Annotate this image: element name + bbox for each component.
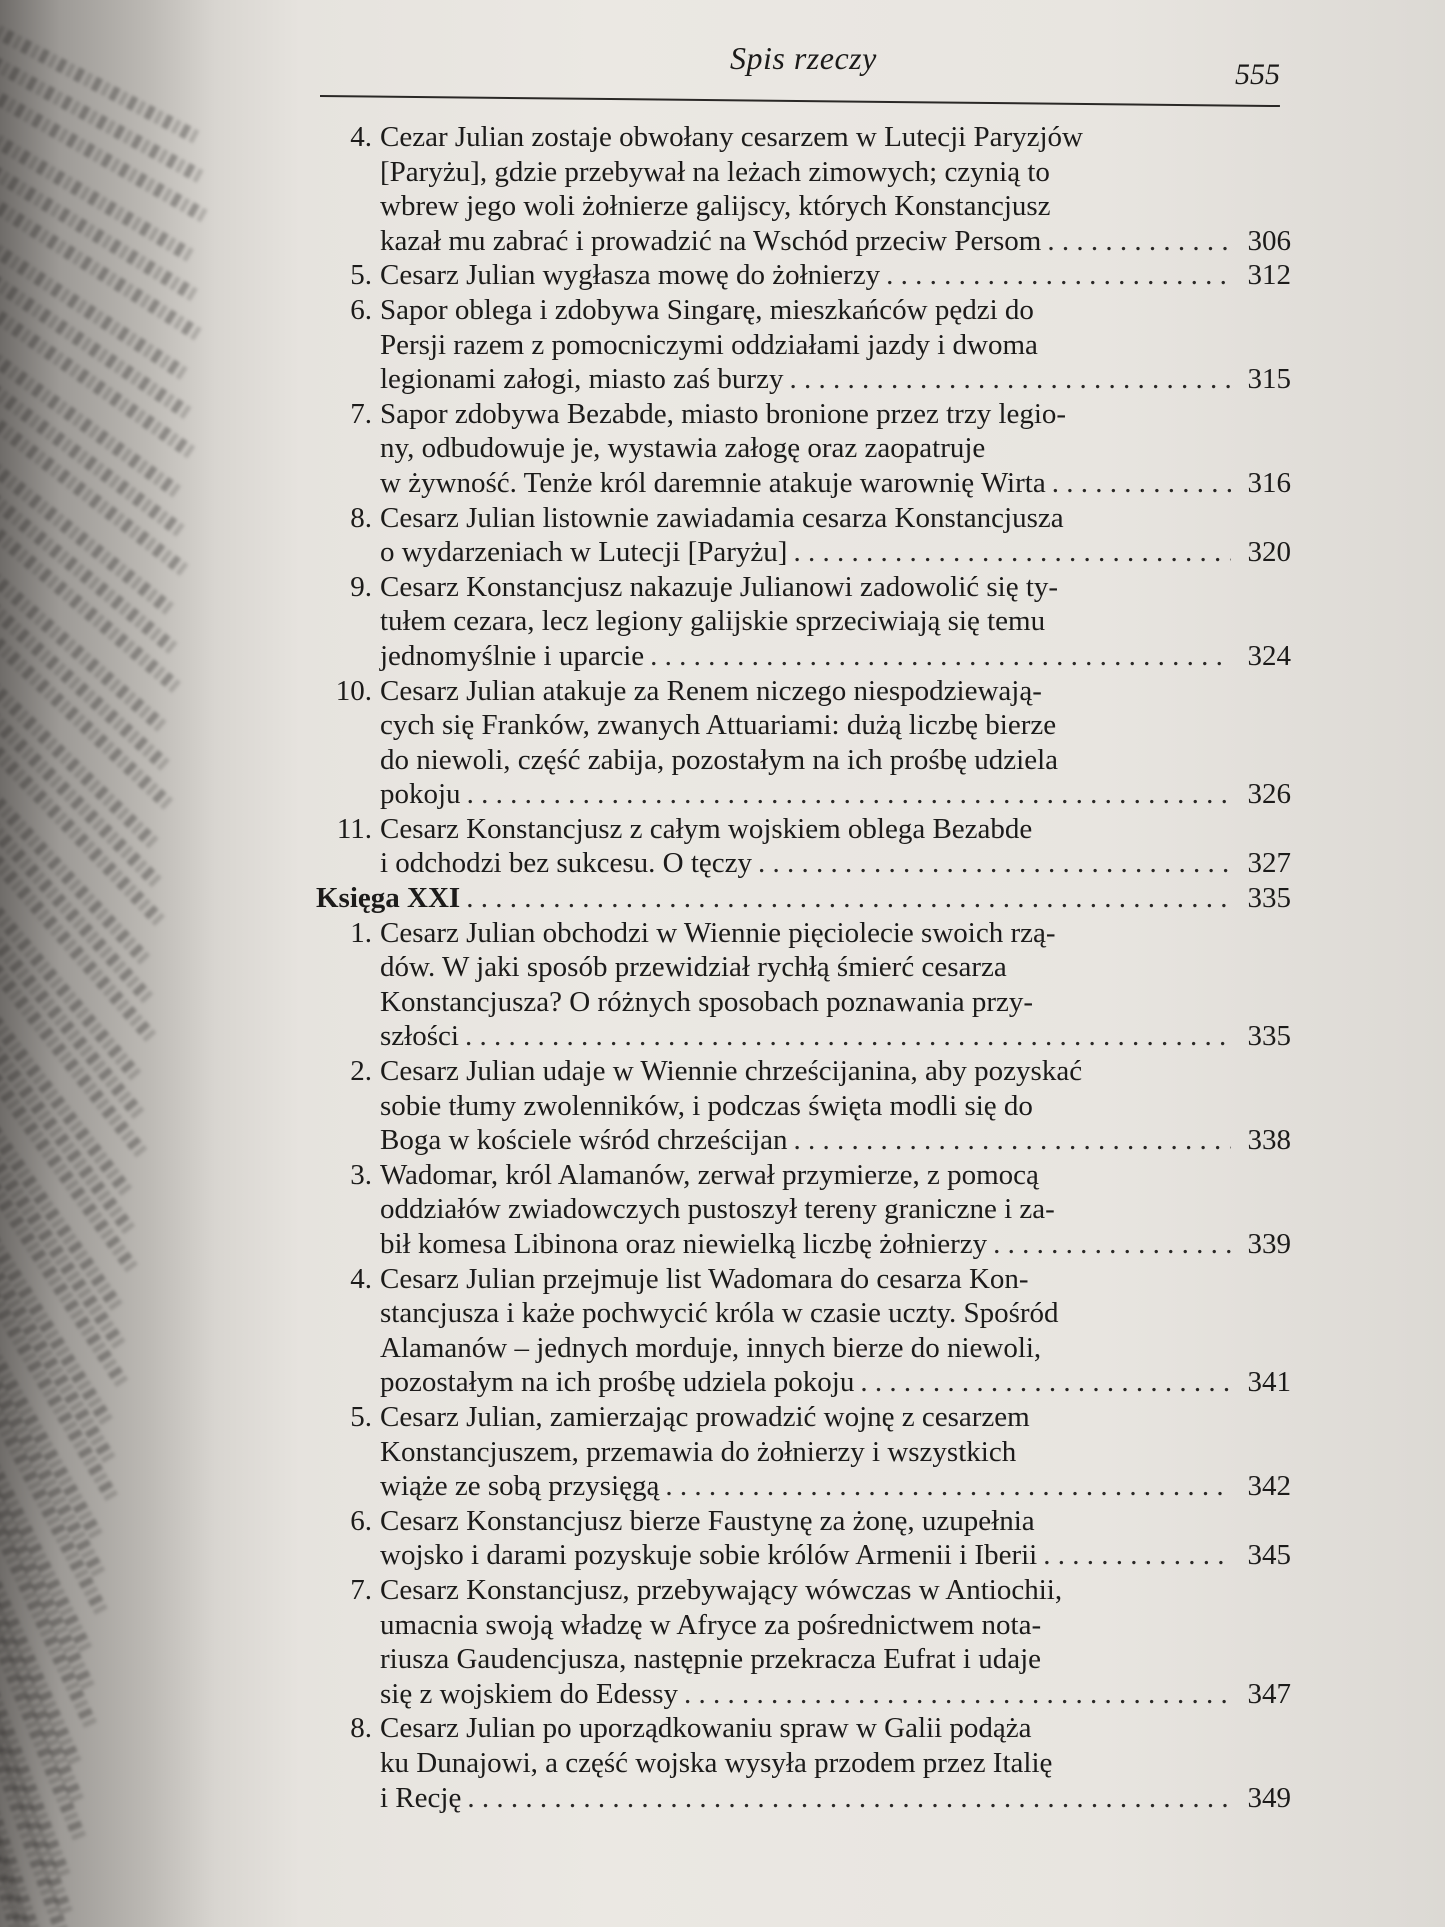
entry-first-line — [316, 812, 1291, 847]
entry-number: 7. — [350, 397, 372, 430]
entry-page-number: 338 — [1247, 1124, 1291, 1157]
entry-text: riusza Gaudencjusza, następnie przekracza Eufrat i udaje — [380, 1643, 1042, 1676]
entry-text: sobie tłumy zwolenników, i podczas święta modli się do — [380, 1089, 1033, 1122]
entry-text: się z wojskiem do Edessy — [380, 1677, 679, 1710]
dot-leader — [465, 1019, 1231, 1054]
entry-number: 6. — [350, 1504, 372, 1537]
entry-first-line — [316, 916, 1291, 951]
toc-entry — [316, 570, 1291, 674]
entry-number: 5. — [350, 259, 372, 292]
entry-text: legionami załogi, miasto zaś burzy — [380, 363, 784, 396]
entry-text: Cesarz Julian przejmuje list Wadomara do cesarza Kon- — [380, 1262, 1029, 1295]
entry-last-line — [316, 1123, 1291, 1158]
running-title: Spis rzeczy — [730, 40, 877, 76]
dot-leader — [466, 881, 1231, 916]
entry-text: Sapor oblega i zdobywa Singarę, mieszkańców pędzi do — [380, 293, 1034, 326]
entry-last-line — [316, 466, 1291, 501]
entry-text: do niewoli, część zabija, pozostałym na ich prośbę udziela — [380, 743, 1059, 776]
entry-text: i Recję — [380, 1781, 462, 1814]
dot-leader — [467, 1781, 1231, 1816]
entry-text: Cesarz Konstancjusz, przebywający wówczas w Antiochii, — [380, 1573, 1063, 1606]
entry-continuation-line — [316, 1192, 1291, 1227]
entry-text: Cesarz Konstancjusz z całym wojskiem oblega Bezabde — [380, 812, 1033, 845]
entry-continuation-line — [316, 1296, 1291, 1331]
entry-text: Cezar Julian zostaje obwołany cesarzem w Lutecji Paryzjów — [380, 121, 1083, 153]
entry-last-line — [316, 1538, 1291, 1573]
entry-number: 8. — [350, 1712, 372, 1745]
entry-text: Cesarz Konstancjusz nakazuje Julianowi zadowolić się ty- — [380, 570, 1059, 603]
toc-entry — [316, 1400, 1291, 1504]
entry-text: Cesarz Julian obchodzi w Wiennie pięciolecie swoich rzą- — [380, 916, 1056, 949]
entry-continuation-line — [316, 708, 1291, 743]
entry-last-line — [316, 1469, 1291, 1504]
entry-last-line — [316, 639, 1291, 674]
entry-number: 3. — [350, 1158, 372, 1191]
entry-text: Alamanów – jednych morduje, innych bierze do niewoli, — [380, 1331, 1042, 1364]
entry-text: Cesarz Julian, zamierzając prowadzić wojnę z cesarzem — [380, 1400, 1030, 1433]
entry-text: ku Dunajowi, a część wojska wysyła przodem przez Italię — [380, 1746, 1053, 1779]
entry-continuation-line — [316, 431, 1291, 466]
toc-entry — [316, 1262, 1291, 1400]
entry-text: Cesarz Julian wygłasza mowę do żołnierzy — [380, 259, 881, 292]
toc-entry — [316, 258, 1291, 293]
entry-last-line — [316, 777, 1291, 812]
entry-last-line — [316, 1781, 1291, 1816]
dot-leader — [467, 777, 1231, 812]
entry-continuation-line — [316, 1331, 1291, 1366]
entry-text: jednomyślnie i uparcie — [380, 639, 645, 672]
entry-continuation-line — [316, 950, 1291, 985]
entry-first-line — [316, 1400, 1291, 1435]
entry-first-line — [316, 293, 1291, 328]
entry-number: 4. — [350, 121, 372, 153]
entry-page-number: 341 — [1247, 1366, 1291, 1399]
entry-number: 11. — [336, 812, 372, 845]
entry-continuation-line — [316, 328, 1291, 363]
entry-page-number: 339 — [1247, 1228, 1291, 1260]
entry-page-number: 342 — [1247, 1470, 1291, 1503]
entry-text: Sapor zdobywa Bezabde, miasto bronione przez trzy legio- — [380, 397, 1067, 430]
entry-page-number: 320 — [1247, 536, 1291, 569]
entry-text: bił komesa Libinona oraz niewielką liczbę żołnierzy — [380, 1228, 988, 1260]
entry-first-line — [316, 674, 1291, 709]
entry-text: Cesarz Julian udaje w Wiennie chrześcijanina, aby pozyskać — [380, 1055, 1083, 1088]
entry-text: Cesarz Julian po uporządkowaniu spraw w Galii podąża — [380, 1712, 1032, 1745]
entry-last-line — [316, 362, 1291, 397]
toc-entry — [316, 1054, 1291, 1158]
entry-text: dów. W jaki sposób przewidział rychłą śmierć cesarza — [380, 951, 1007, 984]
entry-number: 6. — [350, 293, 372, 326]
entry-page-number: 335 — [1247, 1020, 1291, 1053]
entry-text: [Paryżu], gdzie przebywał na leżach zimowych; czynią to — [380, 155, 1050, 188]
entry-first-line — [316, 120, 1291, 155]
entry-text: Wadomar, król Alamanów, zerwał przymierze, z pomocą — [380, 1158, 1039, 1191]
entry-first-line — [316, 1504, 1291, 1539]
toc-entry — [316, 674, 1291, 812]
entry-number: 1. — [350, 916, 372, 949]
entry-text: stancjusza i każe pochwycić króla w czasie uczty. Spośród — [380, 1297, 1059, 1330]
entry-page-number: 312 — [1247, 259, 1291, 292]
entry-first-line — [316, 397, 1291, 432]
entry-text: Konstancjusza? O różnych sposobach poznawania przy- — [380, 985, 1034, 1018]
entry-continuation-line — [316, 1435, 1291, 1470]
entry-page-number: 327 — [1247, 847, 1291, 880]
dot-leader — [793, 1123, 1231, 1158]
dot-leader — [886, 258, 1231, 293]
entry-text: tułem cezara, lecz legiony galijskie sprzeciwiają się temu — [380, 605, 1046, 638]
entry-number: 5. — [350, 1400, 372, 1433]
dot-leader — [650, 639, 1231, 674]
entry-text: wiąże ze sobą przysięgą — [380, 1470, 660, 1503]
entry-text: o wydarzeniach w Lutecji [Paryżu] — [380, 536, 788, 569]
entry-last-line — [316, 258, 1291, 293]
entry-text: Cesarz Konstancjusz bierze Faustynę za żonę, uzupełnia — [380, 1504, 1035, 1537]
entry-page-number: 306 — [1247, 224, 1291, 257]
entry-first-line — [316, 570, 1291, 605]
entry-continuation-line — [316, 1746, 1291, 1781]
entry-page-number: 324 — [1247, 639, 1291, 672]
toc-entry — [316, 397, 1291, 501]
entry-continuation-line — [316, 155, 1291, 190]
page-number: 555 — [1235, 58, 1280, 91]
dot-leader — [993, 1227, 1231, 1262]
entry-continuation-line — [316, 1608, 1291, 1643]
entry-last-line — [316, 1677, 1291, 1712]
entry-text: pokoju — [380, 778, 461, 811]
entry-continuation-line — [316, 1089, 1291, 1124]
entry-text: oddziałów zwiadowczych pustoszył tereny graniczne i za- — [380, 1193, 1055, 1226]
entry-page-number: 349 — [1247, 1781, 1291, 1814]
entry-last-line — [316, 846, 1291, 881]
toc-entry — [316, 501, 1291, 570]
entry-number: 10. — [335, 674, 372, 707]
entry-continuation-line — [316, 1642, 1291, 1677]
entry-number: 8. — [350, 501, 372, 534]
toc-entry — [316, 293, 1291, 397]
entry-number: 7. — [350, 1573, 372, 1606]
toc-entry — [316, 1504, 1291, 1573]
entry-page-number: 315 — [1247, 363, 1291, 396]
entry-continuation-line — [316, 189, 1291, 224]
table-of-contents — [316, 120, 1291, 1815]
toc-entry — [316, 1158, 1291, 1262]
dot-leader — [1052, 466, 1231, 501]
entry-text: w żywność. Tenże król daremnie atakuje warownię Wirta — [380, 466, 1046, 499]
dot-leader — [1043, 1538, 1231, 1573]
entry-first-line — [316, 1158, 1291, 1193]
entry-text: cych się Franków, zwanych Attuariami: dużą liczbę bierze — [380, 709, 1057, 742]
entry-text: wbrew jego woli żołnierze galijscy, których Konstancjusz — [380, 190, 1051, 223]
entry-first-line — [316, 501, 1291, 536]
entry-number: 4. — [350, 1262, 372, 1295]
entry-last-line — [316, 1227, 1291, 1262]
dot-leader — [665, 1469, 1231, 1504]
entry-text: umacnia swoją władzę w Afryce za pośrednictwem nota- — [380, 1608, 1042, 1641]
entry-last-line — [316, 224, 1291, 259]
dot-leader — [758, 846, 1231, 881]
entry-text: Cesarz Julian listownie zawiadamia cesarza Konstancjusza — [380, 501, 1064, 534]
entry-number: 9. — [350, 570, 372, 603]
entry-text: ny, odbudowuje je, wystawia załogę oraz zaopatruje — [380, 432, 986, 465]
entry-text: Persji razem z pomocniczymi oddziałami jazdy i dwoma — [380, 328, 1038, 361]
entry-text: szłości — [380, 1020, 459, 1053]
entry-continuation-line — [316, 604, 1291, 639]
entry-first-line — [316, 1711, 1291, 1746]
entry-text: pozostałym na ich prośbę udziela pokoju — [380, 1366, 855, 1399]
entry-first-line — [316, 1262, 1291, 1297]
entry-text: Cesarz Julian atakuje za Renem niczego niespodziewają- — [380, 674, 1042, 707]
entry-last-line — [316, 1019, 1291, 1054]
entry-page-number: 316 — [1247, 466, 1291, 499]
toc-entry — [316, 812, 1291, 881]
dot-leader — [1047, 224, 1231, 259]
entry-page-number: 347 — [1247, 1677, 1291, 1710]
entry-text: i odchodzi bez sukcesu. O tęczy — [380, 847, 753, 880]
toc-entry — [316, 916, 1291, 1054]
entry-text: kazał mu zabrać i prowadzić na Wschód przeciw Persom — [380, 224, 1042, 257]
entry-text: Boga w kościele wśród chrześcijan — [380, 1124, 788, 1157]
entry-text: wojsko i darami pozyskuje sobie królów Armenii i Iberii — [380, 1539, 1038, 1572]
book-heading-row — [316, 881, 1291, 916]
dot-leader — [793, 535, 1231, 570]
dot-leader — [684, 1677, 1231, 1712]
entry-last-line — [316, 535, 1291, 570]
entry-last-line — [316, 1365, 1291, 1400]
entry-page-number: 345 — [1247, 1539, 1291, 1572]
toc-entry — [316, 1573, 1291, 1711]
toc-entry — [316, 120, 1291, 258]
entry-first-line — [316, 1054, 1291, 1089]
dot-leader — [860, 1365, 1231, 1400]
entry-continuation-line — [316, 985, 1291, 1020]
entry-page-number: 326 — [1247, 778, 1291, 811]
toc-entry — [316, 1711, 1291, 1815]
book-page-number: 335 — [1247, 882, 1291, 915]
entry-text: Konstancjuszem, przemawia do żołnierzy i wszystkich — [380, 1435, 1017, 1468]
entry-number: 2. — [350, 1055, 372, 1088]
book-heading: Księga XXI — [316, 882, 461, 915]
entry-continuation-line — [316, 743, 1291, 778]
facing-page-blurred — [0, 0, 215, 1927]
dot-leader — [789, 362, 1231, 397]
entry-first-line — [316, 1573, 1291, 1608]
